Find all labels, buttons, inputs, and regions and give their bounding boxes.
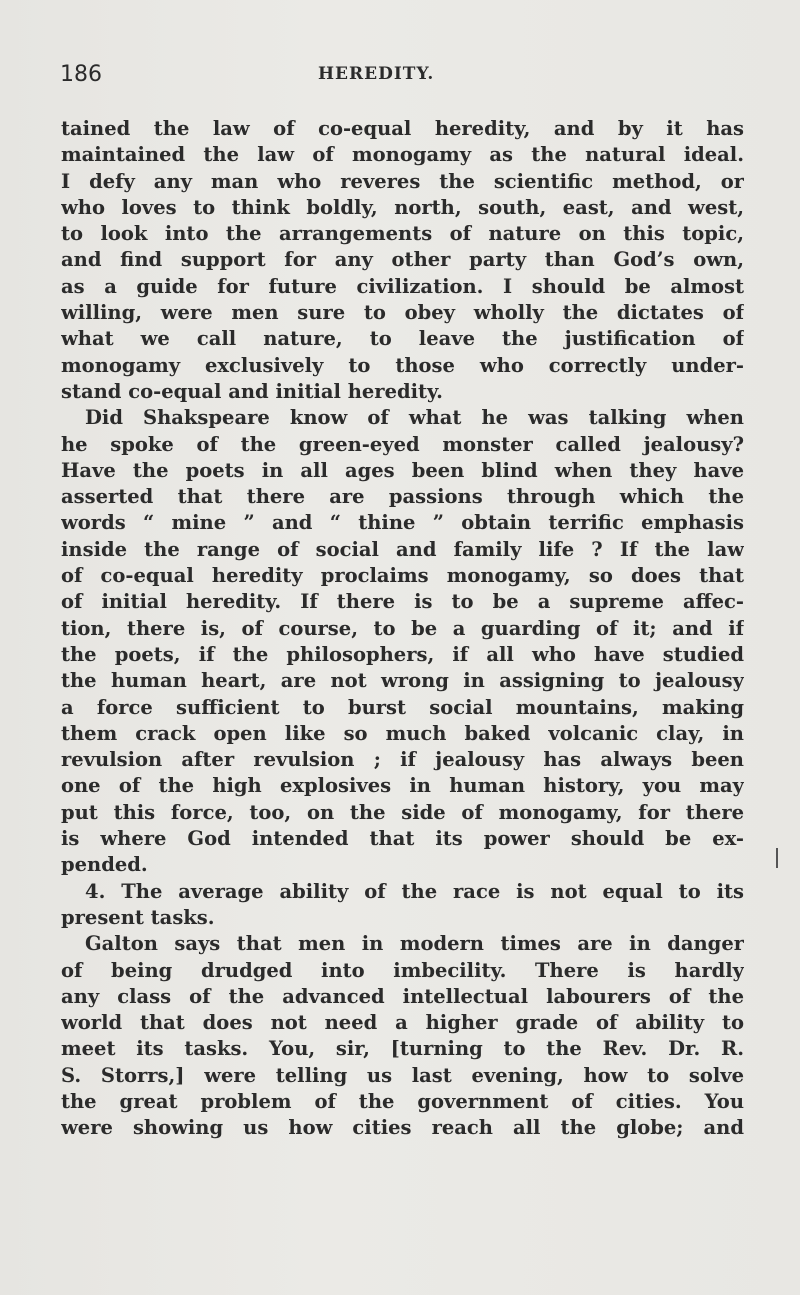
text-line: S. Storrs,] were telling us last evening, how to solve	[61, 1063, 744, 1087]
text-line: 4. The average ability of the race is not equal to its	[85, 879, 744, 903]
text-line: maintained the law of monogamy as the natural ideal.	[61, 143, 744, 167]
text-line: to look into the arrangements of nature on this topic,	[61, 222, 744, 246]
text-line: Did Shakspeare know of what he was talking when	[85, 406, 744, 430]
text-line: tion, there is, of course, to be a guarding of it; and if	[61, 616, 744, 640]
page-number: 186	[60, 62, 102, 87]
text-line: I defy any man who reveres the scientific method, or	[61, 169, 744, 193]
text-line: one of the high explosives in human history, you may	[61, 774, 744, 798]
body-text	[61, 116, 744, 1142]
text-line: were showing us how cities reach all the globe; and	[61, 1116, 744, 1140]
text-line: of being drudged into imbecility. There is hardly	[61, 958, 744, 982]
text-line: pended.	[61, 853, 148, 877]
text-line: as a guide for future civilization. I should be almost	[61, 274, 744, 298]
text-line: Have the poets in all ages been blind when they have	[61, 458, 744, 482]
page-header	[60, 62, 744, 92]
text-line: inside the range of social and family life ? If the law	[61, 537, 744, 561]
text-line: he spoke of the green-eyed monster called jealousy?	[61, 432, 744, 456]
text-line: present tasks.	[61, 905, 215, 929]
text-line: put this force, too, on the side of monogamy, for there	[61, 800, 744, 824]
text-line: the human heart, are not wrong in assigning to jealousy	[61, 669, 744, 693]
text-line: the poets, if the philosophers, if all who have studied	[61, 642, 744, 666]
margin-mark	[776, 848, 778, 868]
running-head: HEREDITY.	[318, 64, 435, 84]
text-line: tained the law of co-equal heredity, and by it has	[61, 117, 744, 140]
text-line: stand co-equal and initial heredity.	[61, 379, 443, 403]
text-line: of co-equal heredity proclaims monogamy, so does that	[61, 564, 744, 588]
text-line: any class of the advanced intellectual labourers of the	[61, 984, 744, 1008]
text-line: a force sufficient to burst social mountains, making	[61, 695, 744, 719]
text-line: monogamy exclusively to those who correctly under-	[61, 353, 744, 377]
text-line: asserted that there are passions through which the	[61, 485, 744, 509]
text-line: them crack open like so much baked volcanic clay, in	[61, 721, 744, 745]
text-line: meet its tasks. You, sir, [turning to the Rev. Dr. R.	[61, 1037, 744, 1061]
text-line: of initial heredity. If there is to be a supreme affec-	[61, 590, 744, 614]
text-line: words “ mine ” and “ thine ” obtain terrific emphasis	[61, 511, 744, 535]
text-line: Galton says that men in modern times are in danger	[85, 932, 744, 956]
text-line: willing, were men sure to obey wholly the dictates of	[61, 301, 744, 325]
text-line: world that does not need a higher grade of ability to	[61, 1011, 744, 1035]
text-line: revulsion after revulsion ; if jealousy has always been	[61, 748, 744, 772]
text-line: the great problem of the government of cities. You	[61, 1089, 744, 1113]
text-line: and find support for any other party than God’s own,	[61, 248, 744, 272]
text-line: who loves to think boldly, north, south, east, and west,	[61, 195, 744, 219]
text-line: is where God intended that its power should be ex-	[61, 827, 744, 851]
text-line: what we call nature, to leave the justification of	[61, 327, 744, 351]
